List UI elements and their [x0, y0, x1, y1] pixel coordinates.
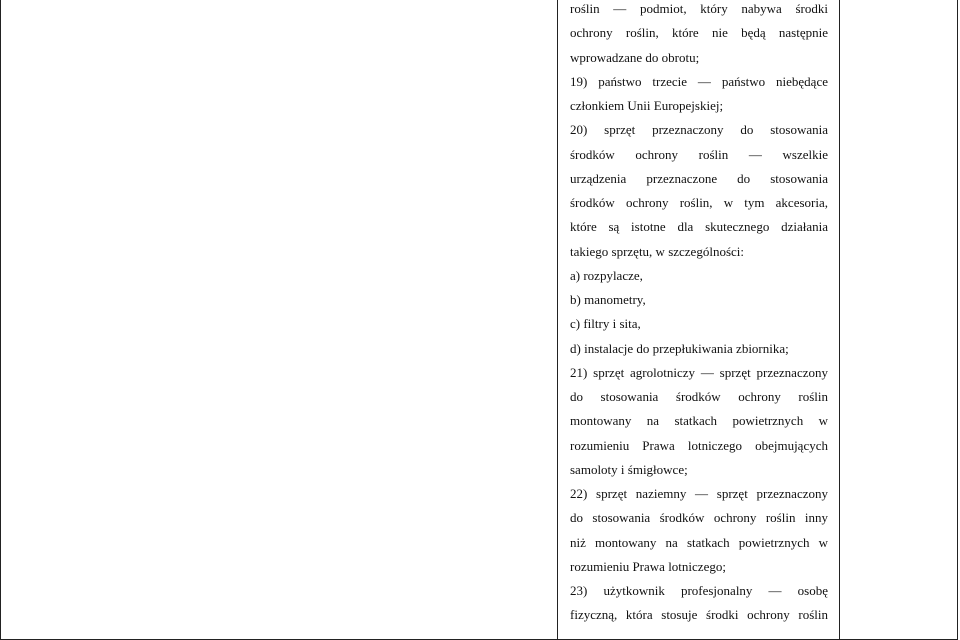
text-line: takiego sprzętu, w szczególności: — [570, 243, 744, 259]
text-line: montowany na statkach powietrznych w — [570, 413, 828, 429]
text-line: b) manometry, — [570, 292, 646, 307]
text-line: 20) sprzęt przeznaczony do stosowania — [570, 122, 828, 138]
column-divider-left — [557, 0, 558, 640]
text-line: 23) użytkownik profesjonalny — osobę — [570, 583, 828, 598]
text-line: do stosowania środków ochrony roślin inny — [570, 510, 828, 526]
definition-text-cell — [570, 0, 828, 631]
text-line: wprowadzane do obrotu; — [570, 49, 700, 65]
text-line: 22) sprzęt naziemny — sprzęt przeznaczony — [570, 486, 828, 501]
text-line: które są istotne dla skutecznego działania — [570, 219, 828, 235]
text-line: ochrony roślin, które nie będą następnie — [570, 25, 828, 41]
text-line: roślin — podmiot, który nabywa środki — [570, 1, 828, 16]
text-line: d) instalacje do przepłukiwania zbiornika; — [570, 340, 789, 356]
text-line: rozumieniu Prawa lotniczego obejmujących — [570, 437, 828, 453]
text-line: a) rozpylacze, — [570, 267, 643, 283]
text-line: środków ochrony roślin, w tym akcesoria, — [570, 195, 828, 210]
text-line: urządzenia przeznaczone do stosowania — [570, 170, 828, 186]
text-line: do stosowania środków ochrony roślin — [570, 389, 828, 404]
text-line: samoloty i śmigłowce; — [570, 461, 688, 477]
text-line: c) filtry i sita, — [570, 316, 641, 332]
text-line: członkiem Unii Europejskiej; — [570, 98, 724, 113]
text-line: fizyczną, która stosuje środki ochrony roślin — [570, 607, 828, 623]
text-line: niż montowany na statkach powietrznych w — [570, 534, 828, 550]
column-divider-right — [839, 0, 840, 640]
text-line: środków ochrony roślin — wszelkie — [570, 146, 828, 162]
text-line: 19) państwo trzecie — państwo niebędące — [570, 73, 828, 89]
text-line: 21) sprzęt agrolotniczy — sprzęt przeznaczony — [570, 364, 828, 380]
text-line: rozumieniu Prawa lotniczego; — [570, 558, 726, 574]
